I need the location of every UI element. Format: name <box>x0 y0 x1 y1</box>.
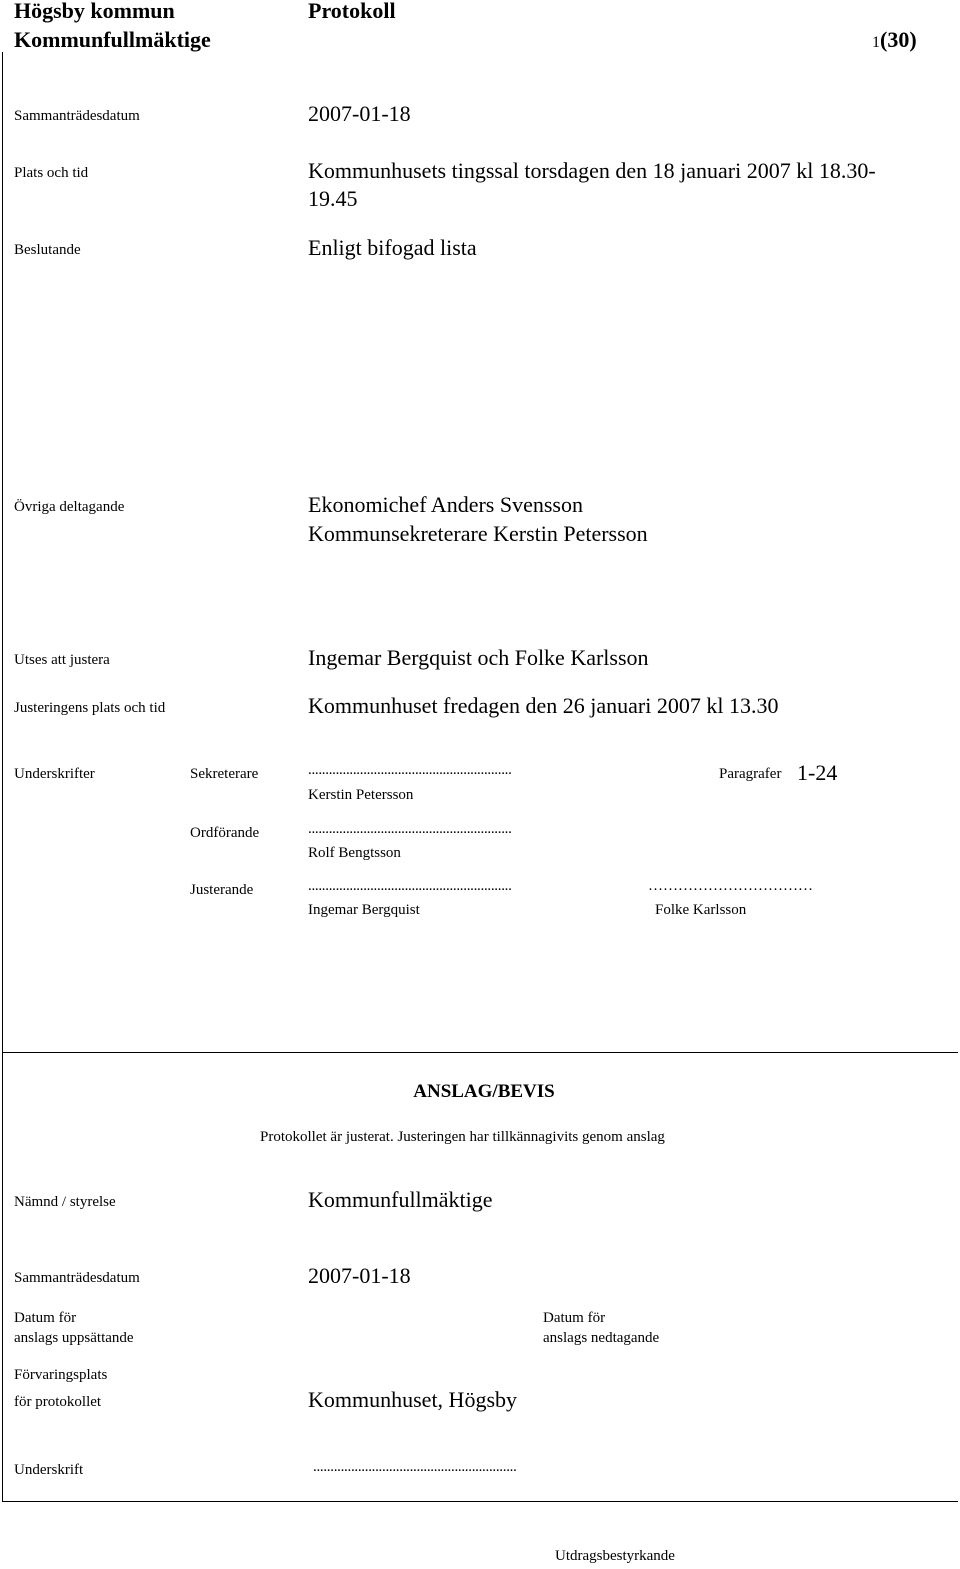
page-total: (30) <box>880 27 917 52</box>
adjuster1-name: Ingemar Bergquist <box>308 902 420 918</box>
notice-date-value: 2007-01-18 <box>308 1263 411 1288</box>
frame-left-line <box>2 52 3 1502</box>
deciding-label: Beslutande <box>14 242 81 258</box>
certify-label: Utdragsbestyrkande <box>555 1548 675 1564</box>
adjuster-role: Justerande <box>190 882 254 898</box>
adjust-value: Ingemar Bergquist och Folke Karlsson <box>308 645 649 670</box>
board-label: Nämnd / styrelse <box>14 1194 116 1210</box>
notice-title: ANSLAG/BEVIS <box>413 1081 555 1102</box>
meeting-date-label: Sammanträdesdatum <box>14 108 140 124</box>
meeting-date-value: 2007-01-18 <box>308 101 411 126</box>
removed-label-line2: anslags nedtagande <box>543 1330 660 1346</box>
secretary-signature-line: ........................................................... <box>308 762 512 778</box>
adjuster1-signature-line: ........................................................... <box>308 878 512 894</box>
notice-date-label: Sammanträdesdatum <box>14 1270 140 1286</box>
page-current: 1 <box>872 34 880 51</box>
frame-bottom-line <box>2 1501 958 1502</box>
doc-type: Protokoll <box>308 0 396 23</box>
notice-divider <box>2 1052 958 1053</box>
notice-signature-label: Underskrift <box>14 1462 84 1478</box>
page-number <box>872 27 917 53</box>
place-value-line1: Kommunhusets tingssal torsdagen den 18 januari 2007 kl 18.30- <box>308 158 876 183</box>
chair-role: Ordförande <box>190 825 260 841</box>
adjust-place-value: Kommunhuset fredagen den 26 januari 2007 kl 13.30 <box>308 693 779 718</box>
deciding-value: Enligt bifogad lista <box>308 235 477 260</box>
body-name: Kommunfullmäktige <box>14 27 211 52</box>
org-name: Högsby kommun <box>14 0 175 23</box>
notice-signature-line: ........................................................... <box>313 1459 517 1475</box>
chair-signature-line: ........................................................... <box>308 821 512 837</box>
storage-label-line2: för protokollet <box>14 1394 102 1410</box>
storage-value: Kommunhuset, Högsby <box>308 1387 517 1412</box>
others-value-line2: Kommunsekreterare Kerstin Petersson <box>308 521 648 546</box>
adjuster2-name: Folke Karlsson <box>655 902 747 918</box>
board-value: Kommunfullmäktige <box>308 1187 493 1212</box>
secretary-role: Sekreterare <box>190 766 259 782</box>
place-value-line2: 19.45 <box>308 186 358 211</box>
adjuster2-signature-line: …………………………… <box>648 878 813 894</box>
paragraphs-label: Paragrafer <box>719 766 782 782</box>
place-label: Plats och tid <box>14 165 89 181</box>
notice-subtitle: Protokollet är justerat. Justeringen har tillkännagivits genom anslag <box>260 1129 665 1145</box>
posted-label-line1: Datum för <box>14 1310 77 1326</box>
storage-label-line1: Förvaringsplats <box>14 1367 108 1383</box>
others-label: Övriga deltagande <box>14 499 125 515</box>
paragraphs-value: 1-24 <box>797 760 838 785</box>
adjust-place-label: Justeringens plats och tid <box>14 700 166 716</box>
secretary-name: Kerstin Petersson <box>308 787 414 803</box>
posted-label-line2: anslags uppsättande <box>14 1330 134 1346</box>
signatures-label: Underskrifter <box>14 766 95 782</box>
others-value-line1: Ekonomichef Anders Svensson <box>308 492 583 517</box>
adjust-label: Utses att justera <box>14 652 110 668</box>
removed-label-line1: Datum för <box>543 1310 606 1326</box>
chair-name: Rolf Bengtsson <box>308 845 401 861</box>
